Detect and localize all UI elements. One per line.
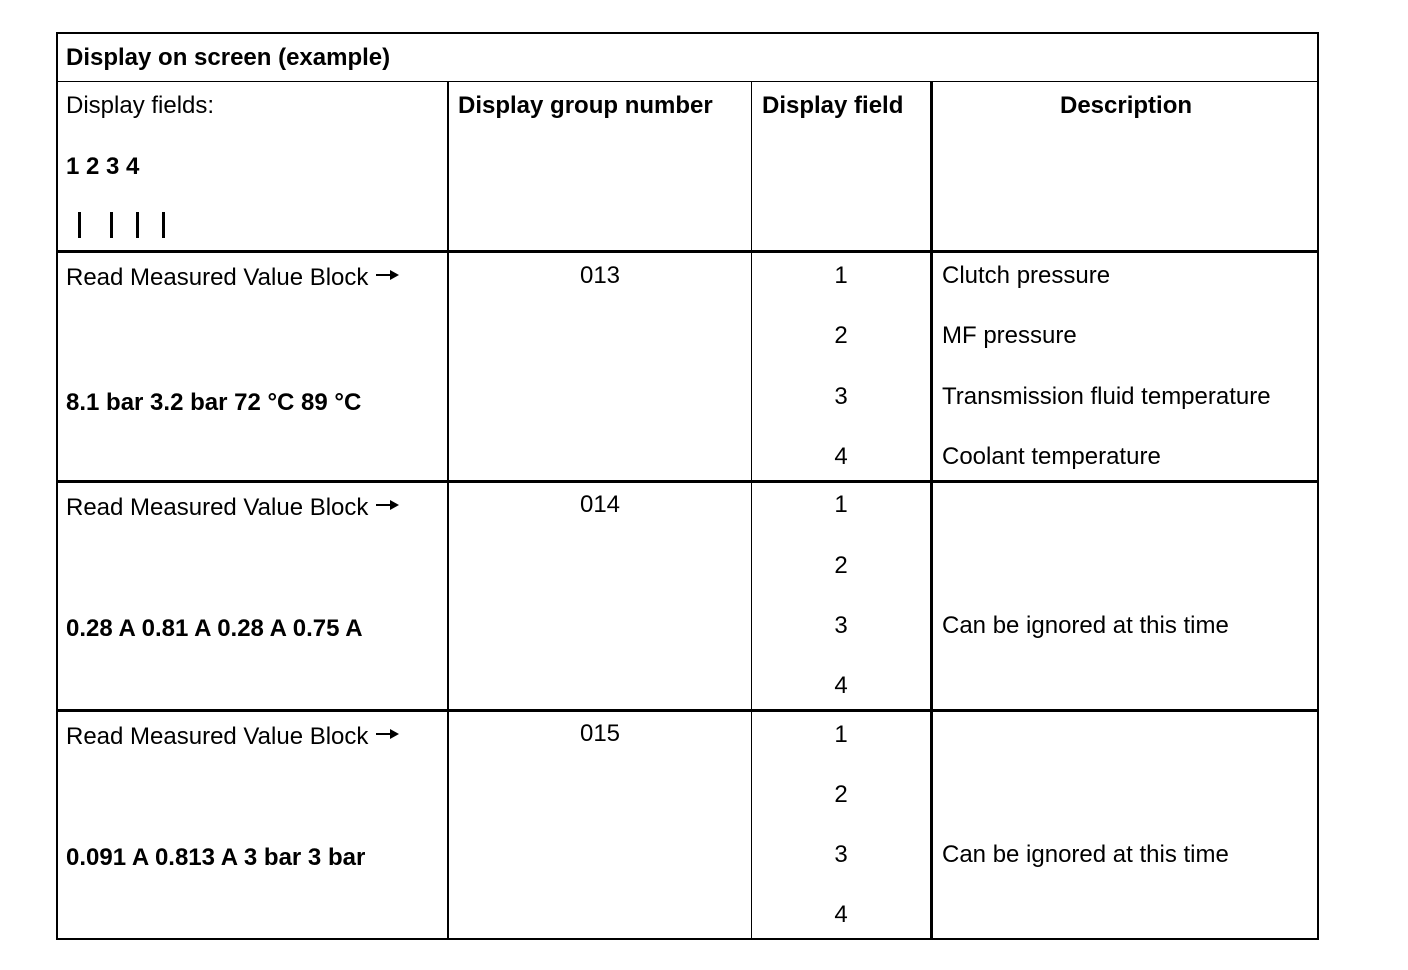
block-divider-2: [58, 709, 1317, 712]
block-label: [66, 494, 400, 522]
display-field-number: 1: [834, 721, 848, 748]
display-fields-label: Display fields:: [66, 92, 215, 119]
column-header-group: Display group number: [458, 92, 713, 119]
block-values: 8.1 bar 3.2 bar 72 °C 89 °C: [66, 389, 362, 416]
field-marker-2: [110, 212, 113, 238]
column-divider-3: [930, 81, 933, 938]
block-label-text: Read Measured Value Block: [66, 494, 369, 521]
display-field-number: 3: [834, 841, 848, 868]
display-field-number: 4: [834, 443, 848, 470]
header-divider: [58, 250, 1317, 253]
field-marker-4: [162, 212, 165, 238]
field-marker-1: [78, 212, 81, 238]
field-description: Can be ignored at this time: [942, 612, 1229, 639]
block-label-text: Read Measured Value Block: [66, 723, 369, 750]
column-header-field: Display field: [762, 92, 904, 119]
display-field-number: 1: [834, 262, 848, 289]
arrow-right-icon: [376, 269, 400, 281]
block-label-text: Read Measured Value Block: [66, 264, 369, 291]
display-field-number: 1: [834, 491, 848, 518]
column-header-description: Description: [1059, 92, 1193, 119]
display-field-number: 2: [834, 322, 848, 349]
group-number: 014: [579, 491, 621, 518]
group-number: 015: [579, 720, 621, 747]
title-divider: [58, 81, 1317, 82]
block-label: [66, 264, 400, 292]
field-description: Transmission fluid temperature: [942, 383, 1271, 410]
arrow-right-icon: [376, 499, 400, 511]
block-divider-1: [58, 480, 1317, 483]
block-values: 0.091 A 0.813 A 3 bar 3 bar: [66, 844, 366, 871]
display-field-number: 3: [834, 383, 848, 410]
display-table: [56, 32, 1319, 940]
field-description: Clutch pressure: [942, 262, 1111, 289]
field-description: MF pressure: [942, 322, 1077, 349]
block-label: [66, 723, 400, 751]
field-numbers: 1 2 3 4: [66, 153, 140, 180]
display-field-number: 4: [834, 672, 848, 699]
table-title: Display on screen (example): [66, 44, 391, 71]
display-field-number: 3: [834, 612, 848, 639]
field-description: Can be ignored at this time: [942, 841, 1229, 868]
display-field-number: 4: [834, 901, 848, 928]
group-number: 013: [579, 262, 621, 289]
display-field-number: 2: [834, 781, 848, 808]
block-values: 0.28 A 0.81 A 0.28 A 0.75 A: [66, 615, 363, 642]
field-description: Coolant temperature: [942, 443, 1161, 470]
field-marker-3: [136, 212, 139, 238]
display-field-number: 2: [834, 552, 848, 579]
arrow-right-icon: [376, 728, 400, 740]
